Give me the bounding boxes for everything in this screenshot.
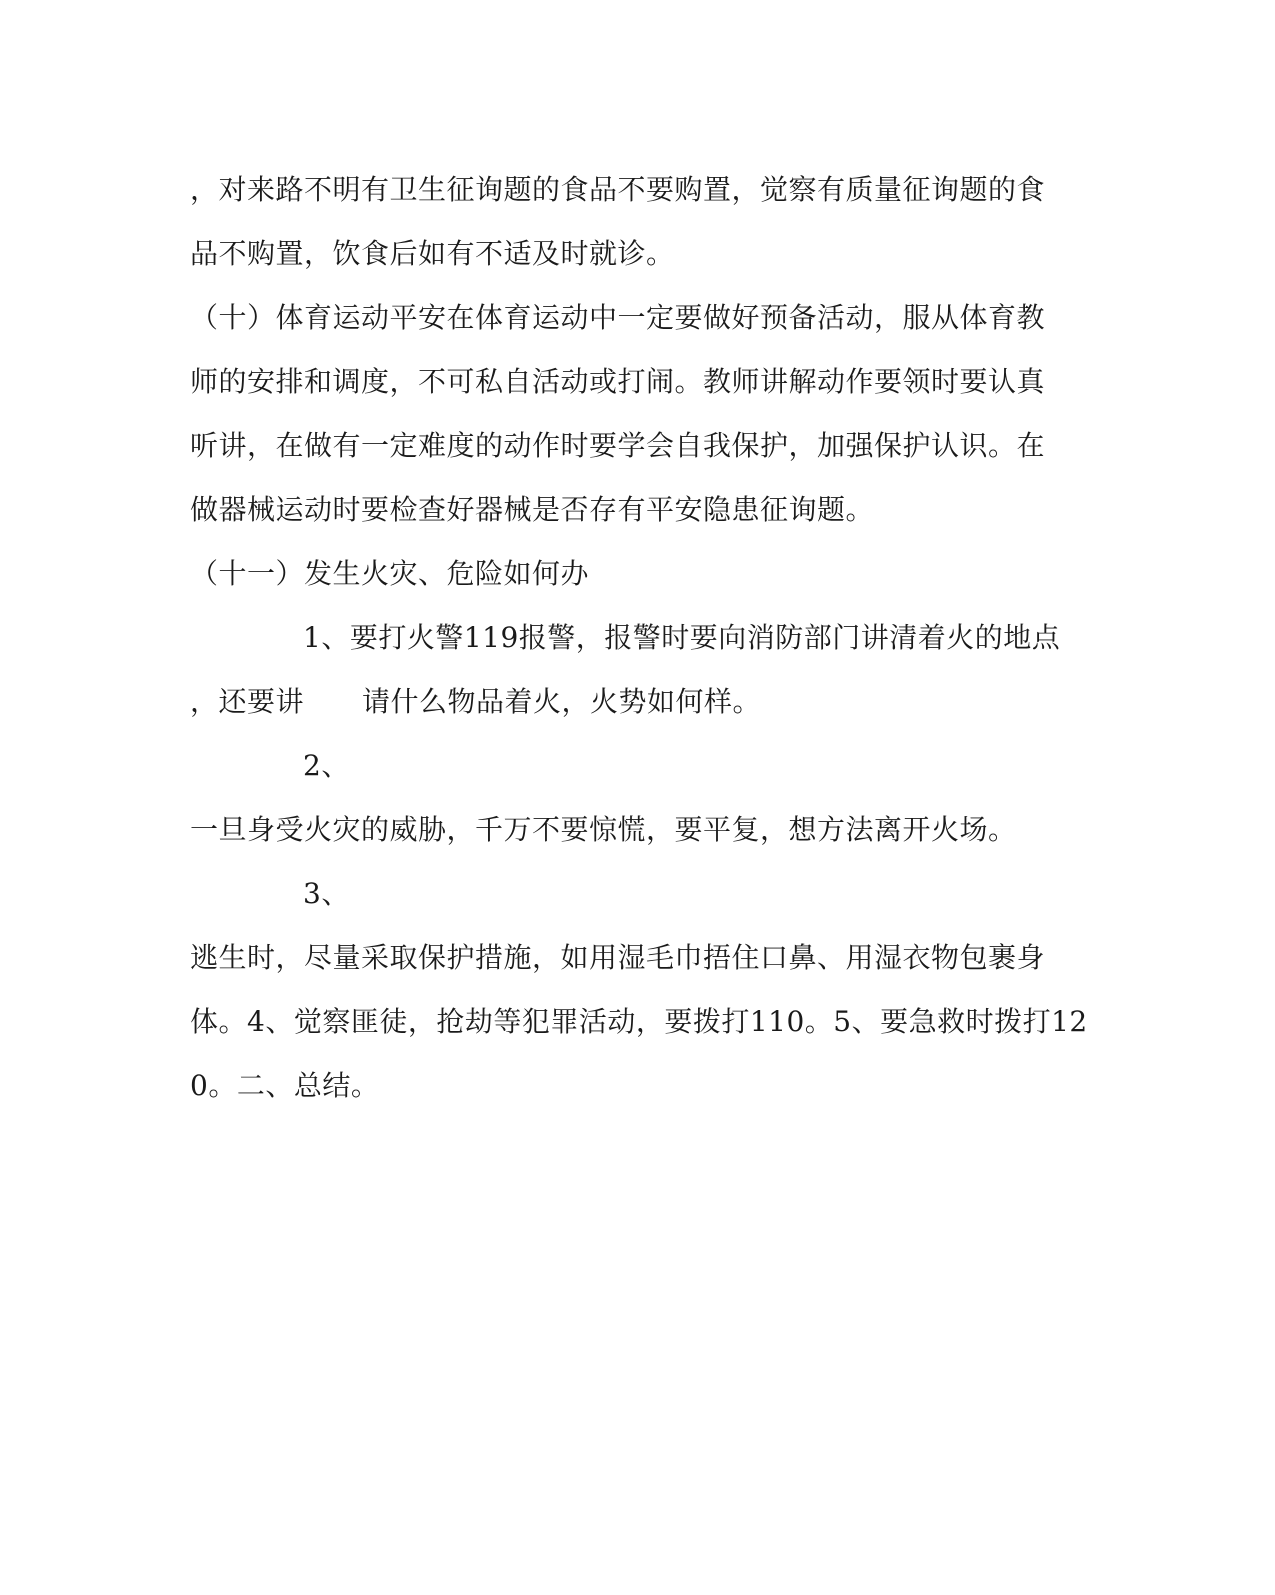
text-fragment: ，还要讲	[190, 685, 305, 718]
text-line: 一旦身受火灾的威胁，千万不要惊慌，要平复，想方法离开火场。	[190, 813, 1017, 846]
text-line: 0。二、总结。	[190, 1069, 380, 1102]
list-item-number: 3、	[303, 877, 350, 910]
text-line: 体。4、觉察匪徒，抢劫等犯罪活动，要拨打110。5、要急救时拨打12	[190, 1005, 1088, 1038]
section-heading: （十一）发生火灾、危险如何办	[190, 557, 590, 590]
text-line	[190, 684, 761, 720]
text-line: （十）体育运动平安在体育运动中一定要做好预备活动，服从体育教	[190, 301, 1046, 334]
text-line: 师的安排和调度，不可私自活动或打闹。教师讲解动作要领时要认真	[190, 365, 1046, 398]
list-item: 1、要打火警119报警，报警时要向消防部门讲清着火的地点	[303, 621, 1061, 654]
text-line: 品不购置，饮食后如有不适及时就诊。	[190, 237, 675, 270]
text-line: 逃生时，尽量采取保护措施，如用湿毛巾捂住口鼻、用湿衣物包裹身	[190, 941, 1046, 974]
text-line: 听讲，在做有一定难度的动作时要学会自我保护，加强保护认识。在	[190, 429, 1046, 462]
text-line: ，对来路不明有卫生征询题的食品不要购置，觉察有质量征询题的食	[190, 173, 1046, 206]
list-item-number: 2、	[303, 749, 350, 782]
text-line: 做器械运动时要检查好器械是否存有平安隐患征询题。	[190, 493, 875, 526]
text-fragment: 请什么物品着火，火势如何样。	[362, 685, 762, 718]
